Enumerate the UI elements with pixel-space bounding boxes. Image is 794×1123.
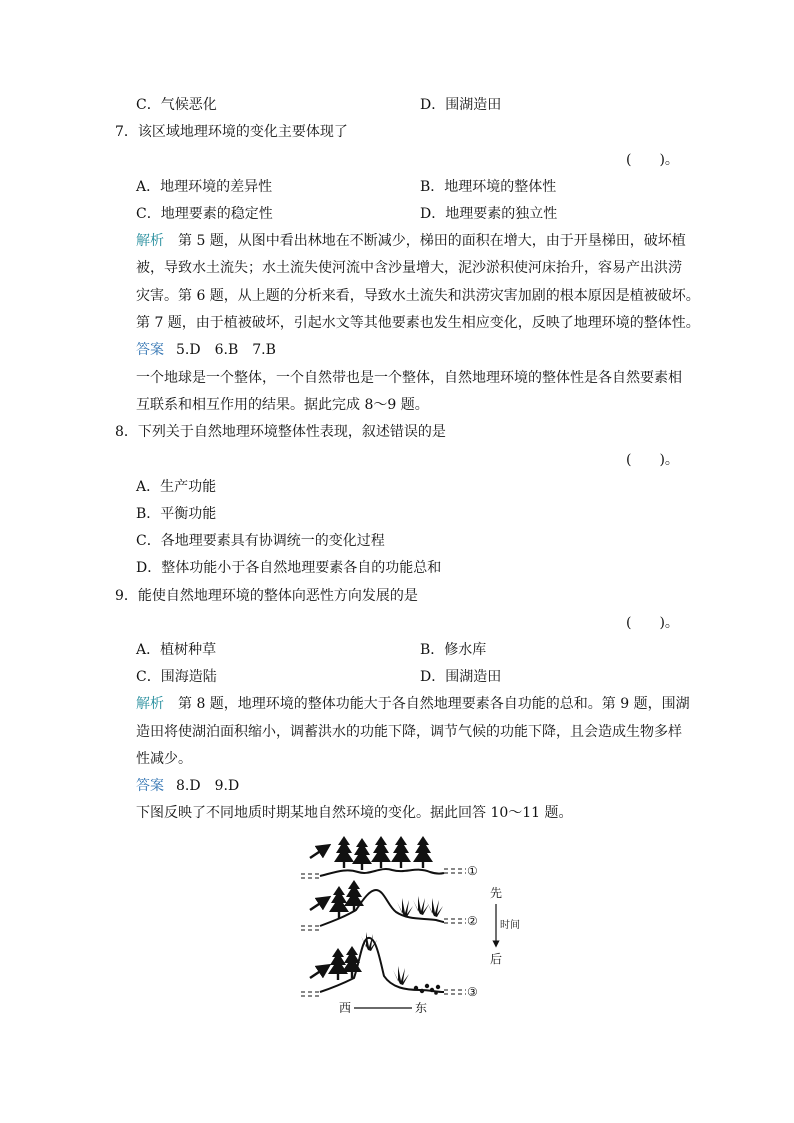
- answer-label: 答案: [136, 342, 164, 358]
- q8-option-c: C．各地理要素具有协调统一的变化过程: [136, 533, 385, 549]
- answer-2: [136, 776, 239, 796]
- analysis-1-line-2: 被，导致水土流失；水土流失使河流中含沙量增大，泥沙淤积使河床抬升，容易产出洪涝: [136, 260, 682, 276]
- answer-label: 答案: [136, 778, 164, 794]
- q9-option-d: D．围湖造田: [420, 669, 502, 685]
- analysis-text: 第 8 题，地理环境的整体功能大于各自然地理要素各自功能的总和。第 9 题，围湖: [178, 696, 690, 712]
- intro-10-11: 下图反映了不同地质时期某地自然环境的变化。据此回答 10～11 题。: [136, 805, 573, 821]
- stage-1-label: ①: [467, 864, 478, 878]
- analysis-1-line-4: 第 7 题，由于植被破坏，引起水文等其他要素也发生相应变化，反映了地理环境的整体性。: [136, 315, 700, 331]
- q8-option-d: D．整体功能小于各自然地理要素各自的功能总和: [136, 560, 442, 576]
- analysis-2-line-3: 性减少。: [136, 751, 192, 767]
- q7-option-b: B．地理环境的整体性: [420, 179, 557, 195]
- q8-option-b: B．平衡功能: [136, 506, 217, 522]
- analysis-2-line-1: [136, 694, 690, 714]
- east-label: 东: [415, 1001, 428, 1015]
- analysis-text: 第 5 题，从图中看出林地在不断减少，梯田的面积在增大，由于开垦梯田，破坏植: [178, 233, 686, 249]
- q9-option-b: B．修水库: [420, 642, 487, 658]
- west-label: 西: [339, 1001, 352, 1015]
- figure-drawing: [296, 828, 526, 1028]
- analysis-1-line-1: [136, 231, 686, 251]
- q9-option-a: A．植树种草: [136, 642, 217, 658]
- q6-option-c: C．气候恶化: [136, 97, 217, 113]
- intro-8-9-line-2: 互联系和相互作用的结果。据此完成 8～9 题。: [136, 397, 429, 413]
- stage-3-label: ③: [467, 985, 478, 999]
- analysis-1-line-3: 灾害。第 6 题，从上题的分析来看，导致水土流失和洪涝灾害加剧的根本原因是植被破坏。: [136, 288, 700, 304]
- answer-1: [136, 340, 276, 360]
- analysis-label: 解析: [136, 696, 164, 712]
- q6-option-d: D．围湖造田: [420, 97, 502, 113]
- time-label: 时间: [500, 920, 520, 931]
- q7-answer-paren: ( )。: [626, 152, 679, 168]
- q7-stem: 7．该区域地理环境的变化主要体现了: [115, 124, 348, 140]
- stage-1-landscape: [301, 836, 466, 878]
- analysis-label: 解析: [136, 233, 164, 249]
- time-after-label: 后: [490, 952, 503, 966]
- stage-3-landscape: [301, 932, 466, 996]
- environment-change-figure: [296, 828, 526, 1028]
- q7-option-d: D．地理要素的独立性: [420, 206, 558, 222]
- answer-value: 8.D 9.D: [176, 778, 240, 794]
- analysis-2-line-2: 造田将使湖泊面积缩小，调蓄洪水的功能下降，调节气候的功能下降，且会造成生物多样: [136, 724, 682, 740]
- q9-stem: 9．能使自然地理环境的整体向恶性方向发展的是: [115, 588, 418, 604]
- stage-2-label: ②: [467, 914, 478, 928]
- q8-stem: 8．下列关于自然地理环境整体性表现，叙述错误的是: [115, 424, 446, 440]
- q8-option-a: A．生产功能: [136, 479, 217, 495]
- q9-answer-paren: ( )。: [626, 615, 679, 631]
- q9-option-c: C．围海造陆: [136, 669, 217, 685]
- intro-8-9-line-1: 一个地球是一个整体，一个自然带也是一个整体，自然地理环境的整体性是各自然要素相: [136, 370, 682, 386]
- q7-option-a: A．地理环境的差异性: [136, 179, 273, 195]
- answer-value: 5.D 6.B 7.B: [176, 342, 276, 358]
- q8-answer-paren: ( )。: [626, 452, 679, 468]
- time-before-label: 先: [490, 886, 503, 900]
- stage-2-landscape: [301, 880, 466, 930]
- q7-option-c: C．地理要素的稳定性: [136, 206, 273, 222]
